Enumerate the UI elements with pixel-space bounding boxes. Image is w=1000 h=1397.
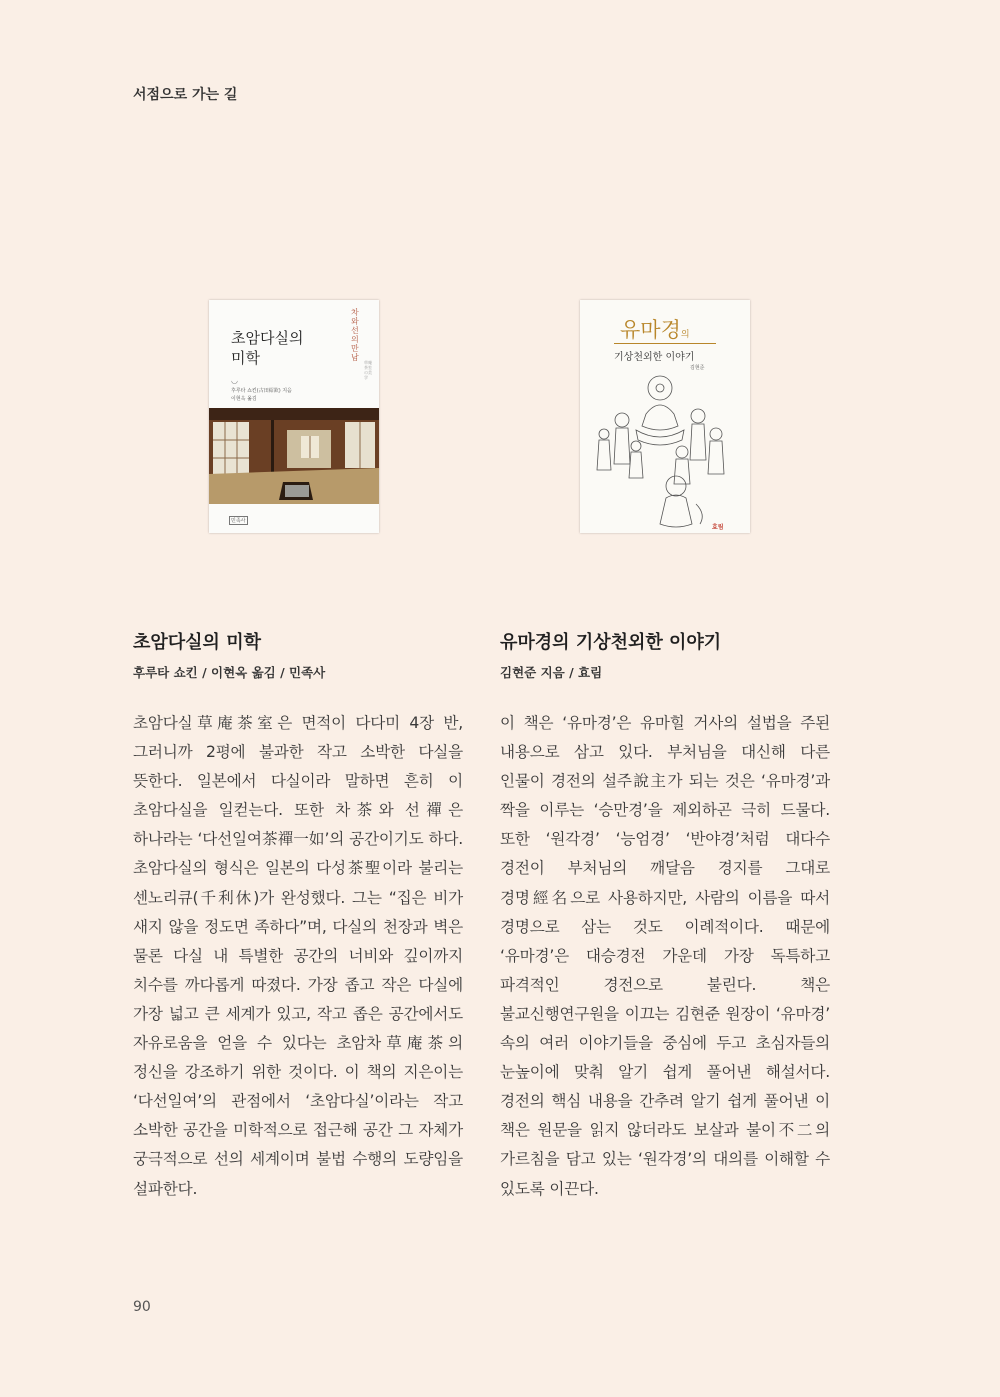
book-description: 초암다실草庵茶室은 면적이 다다미 4장 반, 그러니까 2평에 불과한 작고 소박한 다실을 뜻한다. 일본에서 다실이라 말하면 흔히 이 초암다실을 일컫는다. 또한 차茶와 선禪은 하나라는 ‘다선일여茶禪一如’의 공간이기도 하다. 초암다실의 형식은 일본의 다성茶聖이라 불리는 센노리큐(千利休)가 완성했다. 그는 “집은 비가 새지 않을 정도면 족하다”며, 다실의 천장과 벽은 물론 다실 내 특별한 공간의 너비와 깊이까지 치수를 까다롭게 따졌다. 가장 좁고 작은 다실에 가장 넓고 큰 세계가 있고, 작고 좁은 공간에서도 자유로움을 얻을 수 있다는 초암차草庵茶의 정신을 강조하기 위한 것이다. 이 책의 지은이는 ‘다선일여’의 관점에서 ‘초암다실’이라는 작고 소박한 공간을 미학적으로 접근해 공간 그 자체가 궁극적으로 선의 세계이며 불법 수행의 도량임을 설파한다. xyxy=(133,714,463,1198)
publisher-mark: 효림 xyxy=(712,524,724,531)
book-cover-choamdasil[interactable] xyxy=(209,300,379,533)
cover-author: 후루타 쇼킨(古田紹欽) 지음 xyxy=(231,388,292,394)
cover-subtitle: 기상천외한 이야기 xyxy=(614,352,695,363)
tea-bowl-icon: ◡ xyxy=(231,376,238,385)
cover-side-text-small: 草庵茶室の美学 xyxy=(364,360,372,380)
tearoom-photo xyxy=(209,408,379,504)
book-title: 초암다실의 미학 xyxy=(133,632,261,653)
cover-title: 초암다실의 미학 xyxy=(231,329,304,367)
cover-translator: 이현옥 옮김 xyxy=(231,396,257,402)
book-cover-yumagyeong[interactable] xyxy=(580,300,750,533)
buddhist-figures-illustration xyxy=(596,374,736,530)
section-label: 서점으로 가는 길 xyxy=(133,87,238,103)
cover-side-text: 차와 선의 만남 xyxy=(351,308,359,362)
cover-author: 김현준 xyxy=(690,365,705,371)
book-description: 이 책은 ‘유마경’은 유마힐 거사의 설법을 주된 내용으로 삼고 있다. 부처님을 대신해 다른 인물이 경전의 설주說主가 되는 것은 ‘유마경’과 짝을 이루는 ‘승만경’을 제외하곤 극히 드물다. 또한 ‘원각경’ ‘능엄경’ ‘반야경’처럼 대다수 경전이 부처님의 깨달음 경지를 그대로 경명經名으로 사용하지만, 사람의 이름을 따서 경명으로 삼는 것도 이례적이다. 때문에 ‘유마경’은 대승경전 가운데 가장 독특하고 파격적인 경전으로 불린다. 책은 불교신행연구원을 이끄는 김현준 원장이 ‘유마경’ 속의 여러 이야기들을 중심에 두고 초심자들의 눈높이에 맞춰 알기 쉽게 풀어낸 해설서다. 경전의 핵심 내용을 간추려 알기 쉽게 풀어낸 이 책은 원문을 읽지 않더라도 보살과 불이不二의 가르침을 담고 있는 ‘원각경’의 대의를 이해할 수 있도록 이끈다. xyxy=(500,714,830,1198)
publisher-mark: 민족사 xyxy=(231,518,246,524)
page-number: 90 xyxy=(133,1299,151,1315)
book-meta: 후루타 쇼킨 / 이현옥 옮김 / 민족사 xyxy=(133,665,326,680)
book-title: 유마경의 기상천외한 이야기 xyxy=(500,632,722,653)
cover-title: 유마경의 xyxy=(620,318,690,342)
book-meta: 김현준 지음 / 효림 xyxy=(500,665,603,680)
cover-divider xyxy=(614,343,716,344)
